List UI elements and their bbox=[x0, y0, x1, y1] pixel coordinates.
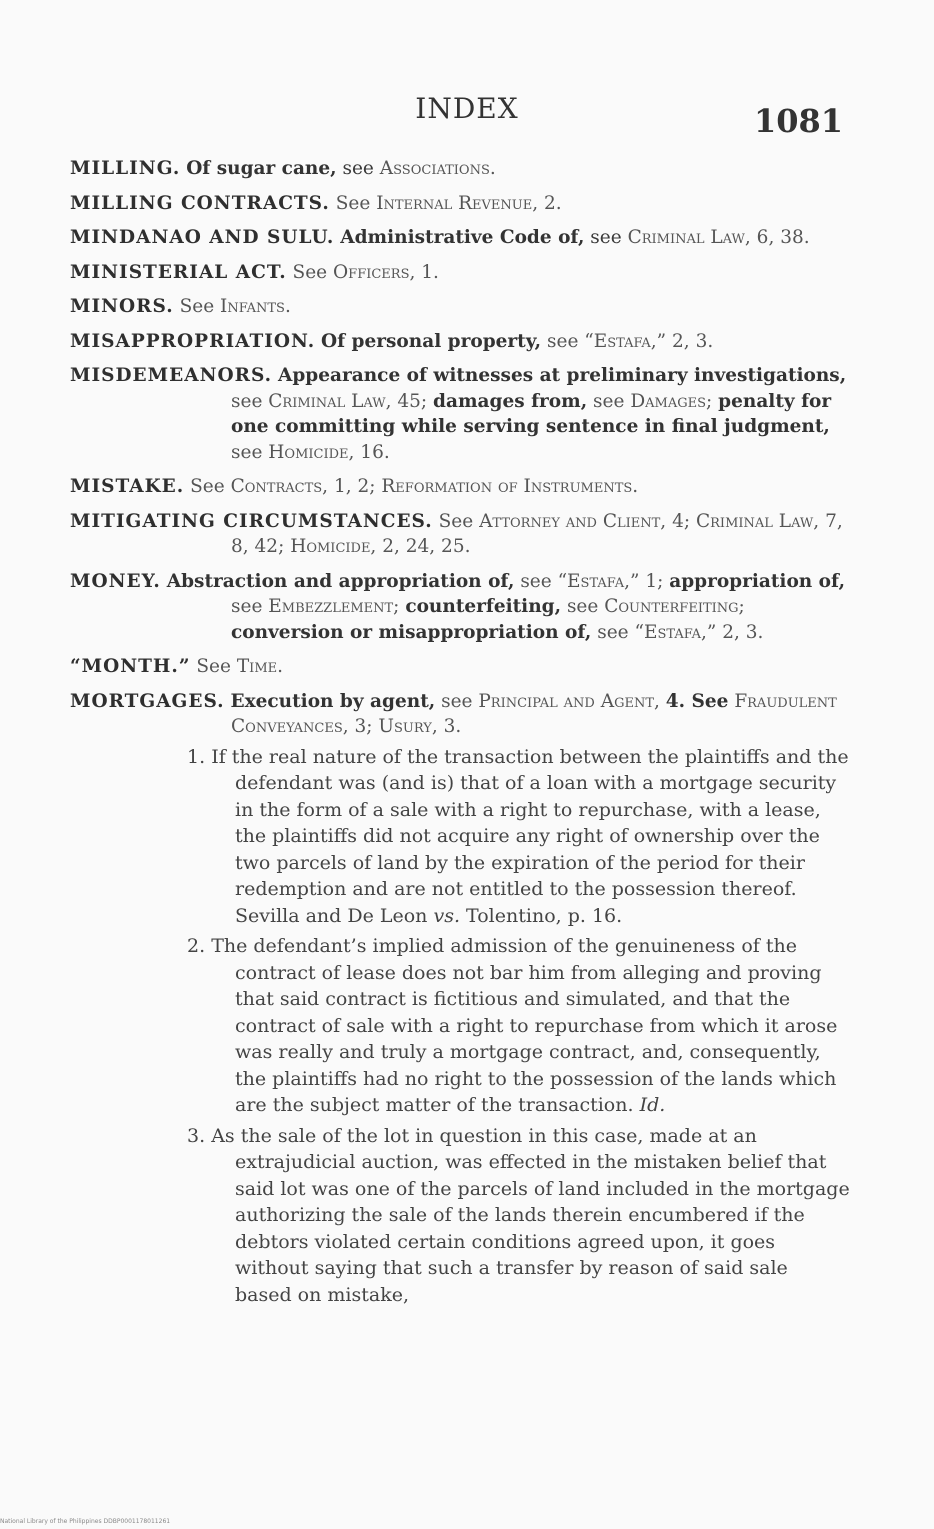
entry-heading: MINISTERIAL ACT. bbox=[70, 261, 287, 283]
index-entry: MISAPPROPRIATION. Of personal property, see “Estafa,” 2, 3. bbox=[70, 330, 714, 352]
entry-heading: MISAPPROPRIATION. bbox=[70, 330, 316, 352]
cross-reference: Associations. bbox=[379, 158, 496, 179]
cross-reference: Homicide, bbox=[268, 441, 355, 463]
index-entry: MINORS. See Infants. bbox=[70, 296, 291, 317]
cross-reference: Time. bbox=[236, 656, 283, 677]
cross-reference: Homicide, bbox=[290, 536, 377, 557]
cross-reference: Reformation of Instruments. bbox=[381, 476, 639, 497]
entry-heading: “MONTH.” bbox=[70, 656, 191, 677]
entry-heading: MITIGATING CIRCUMSTANCES. bbox=[70, 510, 433, 532]
index-entry: MORTGAGES. Execution by agent, see Principal and Agent, 4. See Fraudulent Conveyances, 3; Usury, 3. bbox=[70, 690, 837, 737]
cross-reference: Fraudulent Conveyances, bbox=[231, 690, 837, 737]
cross-reference: Criminal Law, bbox=[268, 390, 392, 412]
index-entry: MISTAKE. See Contracts, 1, 2; Reformation of Instruments. bbox=[70, 476, 639, 497]
cross-reference: Contracts, bbox=[230, 476, 329, 497]
entry-heading: MINDANAO AND SULU. bbox=[70, 227, 335, 248]
paragraph-number: 3. bbox=[187, 1124, 206, 1147]
index-entry: MISDEMEANORS. Appearance of witnesses at preliminary investigations, see Criminal Law, 45; damages from, see Damages; penalty for one committing while serving sentence in final judgment, see Homicide, 16. bbox=[70, 365, 847, 463]
entry-heading: MONEY. bbox=[70, 570, 161, 592]
index-entry: MINDANAO AND SULU. Administrative Code of, see Criminal Law, 6, 38. bbox=[70, 227, 810, 248]
numbered-paragraph: 3. As the sale of the lot in question in this case, made at an extrajudicial auction, was effected in the mistaken belief that said lot was one of the parcels of land included in the mortgage authorizing the sale of the lands therein encumbered if the debtors violated certain conditions agreed upon, it goes without saying that such a transfer by reason of said sale based on mistake, bbox=[187, 1124, 850, 1306]
index-entry: MITIGATING CIRCUMSTANCES. See Attorney and Client, 4; Criminal Law, 7, 8, 42; Homicide, 2, 24, 25. bbox=[70, 510, 843, 557]
index-entry: “MONTH.” See Time. bbox=[70, 656, 283, 677]
cross-reference: Attorney and Client, bbox=[479, 510, 667, 532]
entry-heading: MISDEMEANORS. bbox=[70, 365, 273, 386]
cross-reference: “Estafa,” bbox=[557, 570, 640, 592]
numbered-paragraph: 2. The defendant’s implied admission of the genuineness of the contract of lease does not bar him from alleging and proving that said contract is fictitious and simulated, and that the contract of sale with a right to repurchase from which it arose was really and truly a mortgage contract, and, consequently, the plaintiffs had no right to the possession of the lands which are the subject matter of the transaction. Id. bbox=[187, 935, 838, 1116]
index-entry: MINISTERIAL ACT. See Officers, 1. bbox=[70, 261, 439, 283]
cross-reference: Usury, bbox=[378, 716, 438, 737]
paragraph-number: 2. bbox=[187, 935, 206, 957]
cross-reference: Principal and Agent, bbox=[478, 690, 660, 712]
entry-heading: MINORS. bbox=[70, 296, 174, 317]
index-entry: MILLING. Of sugar cane, see Associations. bbox=[70, 158, 496, 179]
cross-reference: Damages; bbox=[630, 390, 713, 412]
running-header-title: INDEX bbox=[415, 92, 519, 125]
index-entry: MILLING CONTRACTS. See Internal Revenue, 2. bbox=[70, 192, 562, 214]
cross-reference: Infants. bbox=[220, 296, 291, 317]
index-entry: MONEY. Abstraction and appropriation of, see “Estafa,” 1; appropriation of, see Embezzlement; counterfeiting, see Counterfeiting; conversion or misappropriation of, see “Estafa,” 2, 3. bbox=[70, 570, 846, 643]
entry-heading: MORTGAGES. bbox=[70, 690, 225, 712]
scan-footer: National Library of the Philippines DDBP0001178011261 bbox=[0, 1518, 171, 1525]
cross-reference: Criminal Law, bbox=[627, 227, 751, 248]
page-number: 1081 bbox=[754, 102, 844, 140]
index-entries bbox=[70, 156, 850, 1312]
cross-reference: “Estafa,” bbox=[584, 330, 667, 352]
numbered-paragraph: 1. If the real nature of the transaction between the plaintiffs and the defendant was (and is) that of a loan with a mortgage security in the form of a sale with a right to repurchase, with a lease, the plaintiffs did not acquire any right of ownership over the two parcels of land by the expiration of the period for their redemption and are not entitled to the possession thereof. Sevilla and De Leon vs. Tolentino, p. 16. bbox=[187, 745, 849, 927]
paragraph-number: 1. bbox=[187, 745, 206, 768]
cross-reference: Officers, bbox=[333, 261, 416, 283]
entry-heading: MILLING. bbox=[70, 158, 181, 179]
cross-reference: “Estafa,” bbox=[634, 621, 717, 643]
entry-heading: MISTAKE. bbox=[70, 476, 185, 497]
cross-reference: Internal Revenue, bbox=[376, 192, 539, 214]
cross-reference: Criminal Law, bbox=[695, 510, 820, 532]
cross-reference: Counterfeiting; bbox=[604, 596, 745, 617]
entry-heading: MILLING CONTRACTS. bbox=[70, 192, 330, 214]
cross-reference: Embezzlement; bbox=[268, 596, 400, 617]
